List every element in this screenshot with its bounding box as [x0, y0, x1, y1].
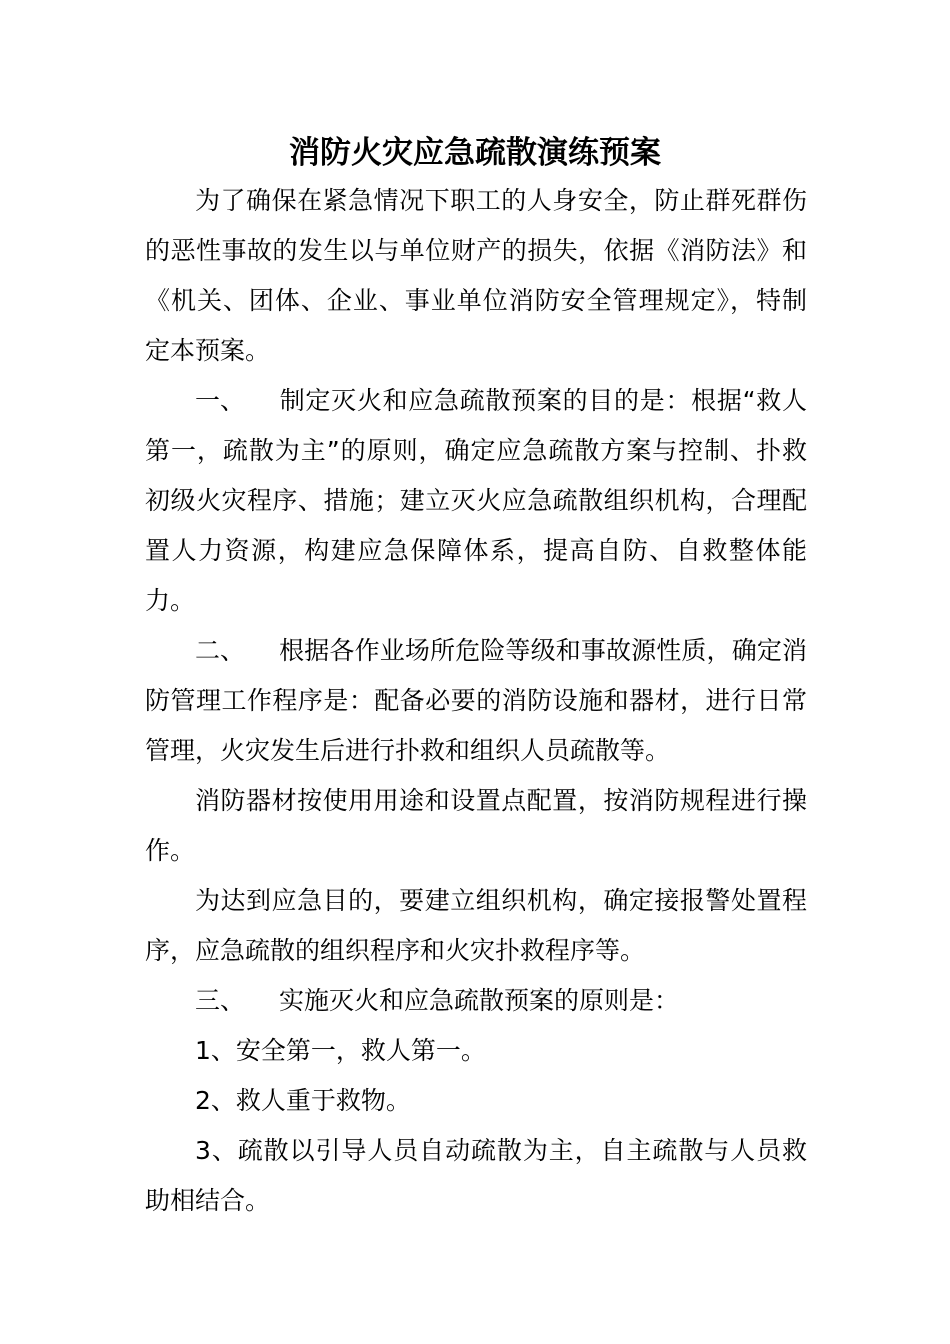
section-number: 一、 [195, 386, 246, 415]
paragraph-section-2 [145, 626, 807, 776]
paragraph-equipment [145, 776, 807, 876]
paragraph-text: 为达到应急目的，要建立组织机构，确定接报警处置程序，应急疏散的组织程序和火灾扑救程序等。 [145, 886, 807, 965]
section-number: 二、 [195, 636, 246, 665]
paragraph-section-1 [145, 376, 807, 626]
paragraph-text: 实施灭火和应急疏散预案的原则是： [279, 986, 680, 1015]
paragraph-text: 根据各作业场所危险等级和事故源性质，确定消防管理工作程序是：配备必要的消防设施和器材，进行日常管理，火灾发生后进行扑救和组织人员疏散等。 [145, 636, 807, 765]
list-item [145, 1126, 807, 1226]
document-title: 消防火灾应急疏散演练预案 [289, 135, 661, 171]
paragraph-text: 消防器材按使用用途和设置点配置，按消防规程进行操作。 [145, 786, 807, 865]
paragraph-text: 1、安全第一，救人第一。 [195, 1036, 486, 1065]
list-item [145, 1026, 807, 1076]
document-body [145, 176, 807, 1226]
paragraph-text: 2、救人重于救物。 [195, 1086, 411, 1115]
paragraph-organization [145, 876, 807, 976]
list-item [145, 1076, 807, 1126]
paragraph-text: 3、疏散以引导人员自动疏散为主，自主疏散与人员救助相结合。 [145, 1136, 807, 1215]
paragraph-section-3 [145, 976, 807, 1026]
paragraph-text: 制定灭火和应急疏散预案的目的是：根据“救人第一，疏散为主”的原则，确定应急疏散方案与控制、扑救初级火灾程序、措施；建立灭火应急疏散组织机构，合理配置人力资源，构建应急保障体系，提高自防、自救整体能力。 [145, 386, 807, 615]
section-number: 三、 [195, 986, 246, 1015]
paragraph-text: 为了确保在紧急情况下职工的人身安全，防止群死群伤的恶性事故的发生以与单位财产的损失，依据《消防法》和《机关、团体、企业、事业单位消防安全管理规定》，特制定本预案。 [145, 186, 807, 365]
paragraph-intro [145, 176, 807, 376]
